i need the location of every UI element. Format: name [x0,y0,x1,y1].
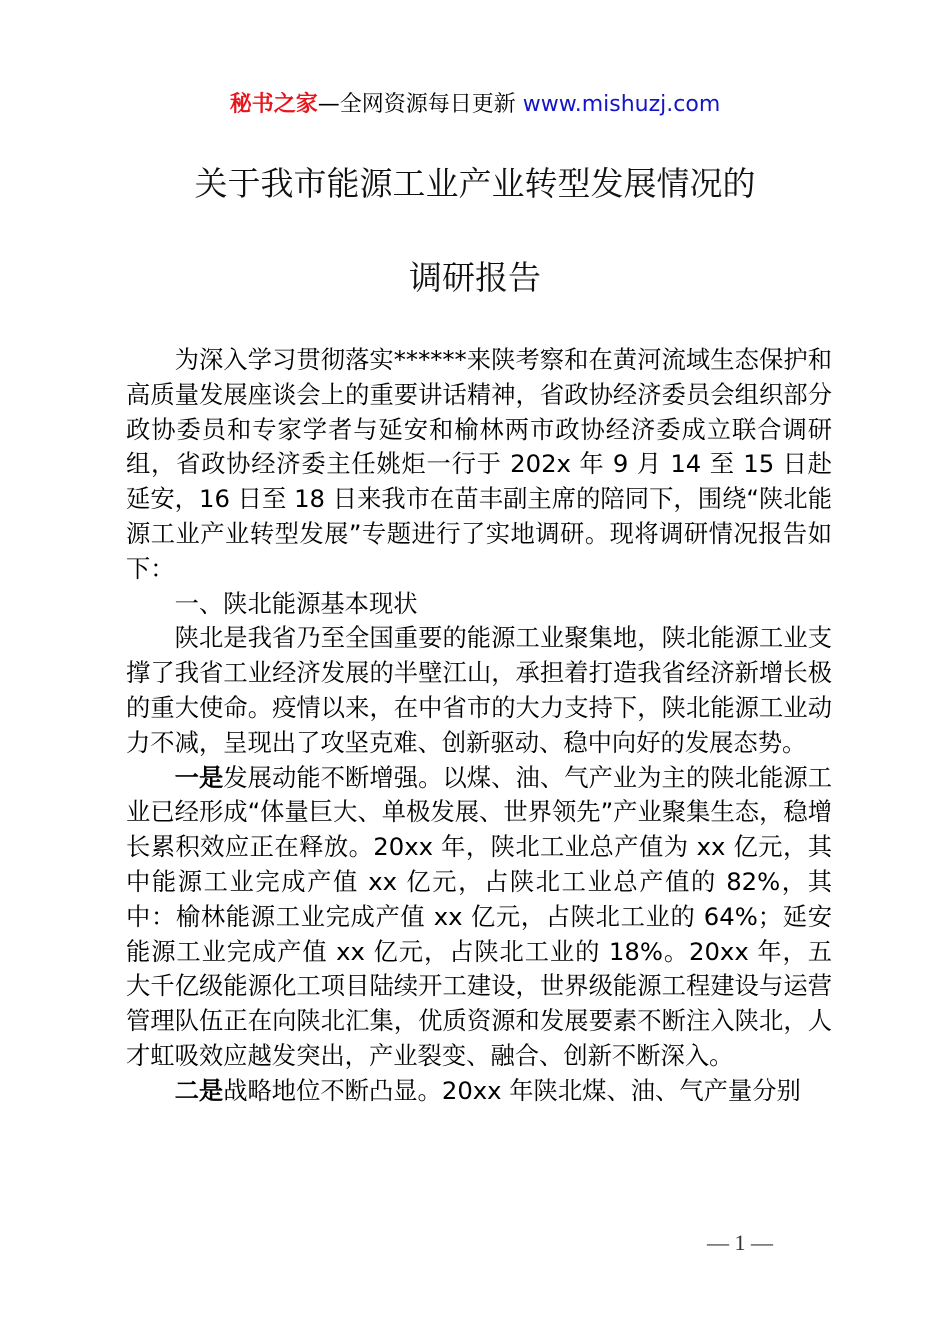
paragraph-overview: 陕北是我省乃至全国重要的能源工业聚集地，陕北能源工业支撑了我省工业经济发展的半壁江山，承担着打造我省经济新增长极的重大使命。疫情以来，在中省市的大力支持下，陕北能源工业动力不减，呈现出了攻坚克难、创新驱动、稳中向好的发展态势。 [126,623,832,757]
brand-name: 秘书之家 [229,92,318,117]
point-1-lead: 一是 [174,762,224,792]
section-heading-1: 一、陕北能源基本现状 [174,588,418,618]
point-1-text: 发展动能不断增强。以煤、油、气产业为主的陕北能源工业已经形成“体量巨大、单极发展、世界领先”产业聚集生态，稳增长累积效应正在释放。20xx 年，陕北工业总产值为 xx 亿元，其中能源工业完成产值 xx 亿元，占陕北工业总产值的 82%，其中：榆林能源工业完成产值 xx 亿元，占陕北工业的 64%；延安能源工业完成产值 xx 亿元，占陕北工业的 18%。20xx 年，五大千亿级能源化工项目陆续开工建设，世界级能源工程建设与运营管理队伍正在向陕北汇集，优质资源和发展要素不断注入陕北，人才虹吸效应越发突出，产业裂变、融合、创新不断深入。 [126,762,832,1070]
paragraph-point-1 [126,761,832,1074]
document-body [126,343,832,1109]
site-url[interactable]: www.mishuzj.com [522,92,721,117]
header-tagline: —全网资源每日更新 [317,92,516,117]
page-number: — 1 — [707,1230,773,1255]
paragraph-intro: 为深入学习贯彻落实******来陕考察和在黄河流域生态保护和高质量发展座谈会上的重要讲话精神，省政协经济委员会组织部分政协委员和专家学者与延安和榆林两市政协经济委成立联合调研组，省政协经济委主任姚炬一行于 202x 年 9 月 14 至 15 日赴延安，16 日至 18 日来我市在苗丰副主席的陪同下，围绕“陕北能源工业产业转型发展”专题进行了实地调研。现将调研情况报告如下： [126,345,832,583]
site-header [0,88,950,122]
paragraph-point-2 [126,1074,832,1109]
document-title-line-1: 关于我市能源工业产业转型发展情况的 [194,164,756,203]
document-title-line-2: 调研报告 [409,258,541,297]
point-2-lead: 二是 [174,1075,224,1105]
point-2-text: 战略地位不断凸显。20xx 年陕北煤、油、气产量分别 [223,1075,801,1105]
